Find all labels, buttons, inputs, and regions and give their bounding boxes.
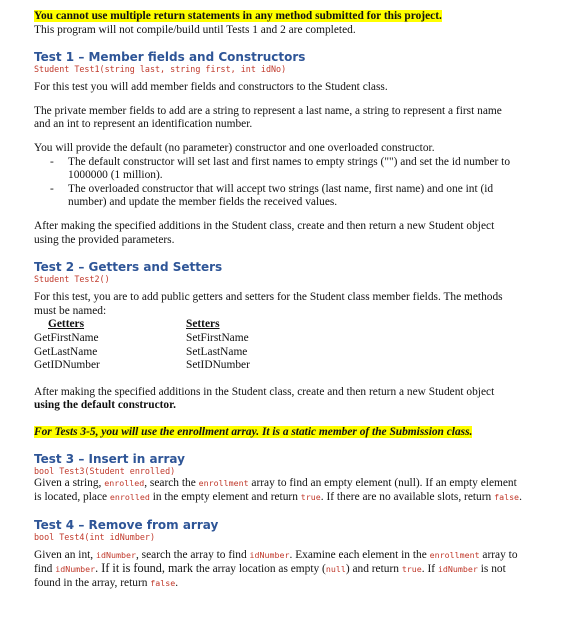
test3-signature: bool Test3(Student enrolled) [34,466,176,477]
test4-section [34,518,576,591]
table-row [34,346,250,360]
test2-heading: Test 2 – Getters and Setters [34,260,223,275]
test1-section [34,50,576,247]
compile-note: This program will not compile/build until Tests 1 and 2 are completed. [34,23,356,36]
warning-line [34,10,576,24]
test4-signature: bool Test4(int idNumber) [34,531,156,542]
getters-header: Getters [48,318,85,331]
test1-para-4: After making the specified additions in the Student class, create and then return a new Student object using the provided parameters. [34,219,495,246]
test1-para-2: The private member fields to add are a string to represent a last name, a string to represent a first name and an int to represent an identification number. [34,104,502,131]
test1-bullet-overloaded-ctor: - The overloaded constructor that will accept two strings (last name, first name) and one int (id number) and update the member fields the received values. [50,182,494,209]
dash-bullet-icon: - [50,155,54,168]
warning-text: You cannot use multiple return statements in any method submitted for this project. [34,10,442,22]
table-row [34,359,250,373]
test4-heading: Test 4 – Remove from array [34,517,219,532]
test1-para-3: You will provide the default (no parameter) constructor and one overloaded constructor. [34,141,435,154]
test2-section [34,260,576,413]
test1-bullet-list [34,156,576,210]
test3-section [34,452,576,504]
dash-bullet-icon: - [50,182,54,195]
getter-name: GetIDNumber [34,359,100,372]
test2-para-1: For this test, you are to add public getters and setters for the Student class member fields. The methods must be named: [34,291,503,317]
enrollment-notice: For Tests 3-5, you will use the enrollment array. It is a static member of the Submission class. [34,425,473,438]
setters-header: Setters [186,318,220,331]
setter-name: SetFirstName [186,331,249,344]
test3-heading: Test 3 – Insert in array [34,452,185,467]
test3-para: Given a string, enrolled, search the enrollment array to find an empty element (null). If an empty element is located, place enrolled in the empty element and return true. If there are no available slots, return false. [34,477,522,504]
test2-para-2: After making the specified additions in the Student class, create and then return a new Student object using the default constructor. [34,385,495,412]
setter-name: SetIDNumber [186,359,250,372]
test1-signature: Student Test1(string last, string first, int idNo) [34,64,287,75]
getter-name: GetLastName [34,345,98,358]
test1-heading: Test 1 – Member fields and Constructors [34,50,306,65]
test1-para-1: For this test you will add member fields and constructors to the Student class. [34,81,388,94]
table-row [34,332,250,346]
test4-para: Given an int, idNumber, search the array to find idNumber. Examine each element in the enrollment array to find idNumber. If it is found, mark the array location as empty (null) and return true. If idNumber is not found in the array, return false. [34,548,518,589]
test1-bullet-default-ctor: - The default constructor will set last and first names to empty strings ("") and set the id number to 1000000 (1 million). [50,155,511,182]
test2-signature: Student Test2() [34,274,110,285]
getters-setters-table [34,318,250,372]
getter-name: GetFirstName [34,331,99,344]
setter-name: SetLastName [186,345,248,358]
